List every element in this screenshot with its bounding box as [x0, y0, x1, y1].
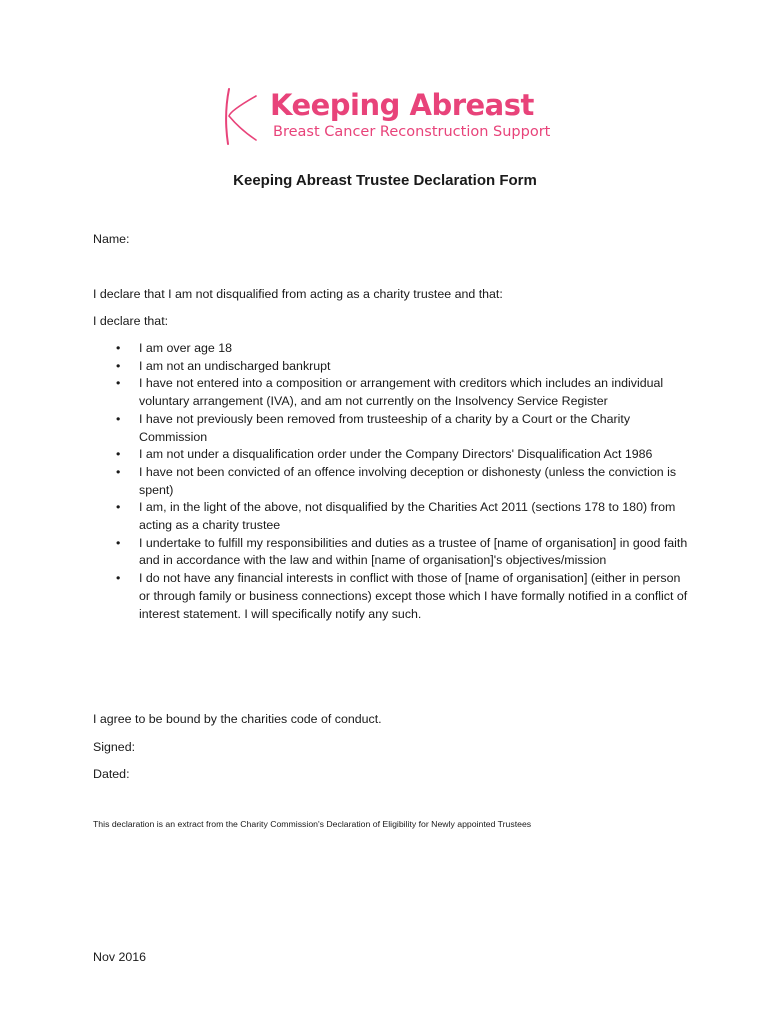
- form-title: Keeping Abreast Trustee Declaration Form: [233, 172, 537, 189]
- bullet-glyph: •: [116, 411, 121, 426]
- list-item-text: I have not been convicted of an offence involving deception or dishonesty (unless the conviction is spent): [139, 464, 677, 497]
- name-label: Name:: [93, 232, 130, 246]
- list-item-text: I undertake to fulfill my responsibilities and duties as a trustee of [name of organisation] in good faith and in accordance with the law and within [name of organisation]'s objectives/mission: [139, 535, 688, 568]
- signed-label: Signed:: [93, 740, 136, 754]
- list-item-text: I am not an undischarged bankrupt: [139, 358, 331, 373]
- bullet-glyph: •: [116, 500, 121, 515]
- bullet-glyph: •: [116, 464, 121, 479]
- list-item: [93, 464, 693, 499]
- declaration-list: [93, 340, 693, 623]
- list-item: [93, 570, 693, 623]
- list-item-text: I have not previously been removed from trusteeship of a charity by a Court or the Charity Commission: [139, 411, 631, 444]
- bullet-glyph: •: [116, 571, 121, 586]
- list-item-text: I am, in the light of the above, not disqualified by the Charities Act 2011 (sections 178 to 180) from acting as a charity trustee: [139, 500, 676, 533]
- list-item-text: I am not under a disqualification order under the Company Directors' Disqualification Act 1986: [139, 447, 653, 462]
- declare-statement: I declare that:: [93, 314, 169, 328]
- agree-statement: I agree to be bound by the charities code of conduct.: [93, 712, 382, 726]
- list-item: [93, 375, 693, 410]
- list-item: [93, 358, 693, 376]
- bullet-glyph: •: [116, 358, 121, 373]
- list-item: [93, 411, 693, 446]
- dated-label: Dated:: [93, 767, 130, 781]
- list-item: [93, 499, 693, 534]
- bullet-glyph: •: [116, 376, 121, 391]
- list-item: [93, 446, 693, 464]
- bullet-glyph: •: [116, 341, 121, 355]
- document-date: Nov 2016: [93, 950, 147, 964]
- logo-title: Keeping Abreast: [270, 88, 534, 122]
- list-item-text: I have not entered into a composition or arrangement with creditors which includes an individual voluntary arrangement (IVA), and am not currently on the Insolvency Service Register: [139, 376, 664, 409]
- footnote: This declaration is an extract from the Charity Commission's Declaration of Eligibility for Newly appointed Trustees: [93, 819, 532, 829]
- bullet-glyph: •: [116, 535, 121, 550]
- k-swirl-logo-icon: [222, 86, 262, 146]
- logo-subtitle: Breast Cancer Reconstruction Support: [273, 124, 551, 140]
- list-item-text: I do not have any financial interests in conflict with those of [name of organisation] (either in person or through family or business connections) except those which I have formally notified in a conflict of interest statement. I will specifically notify any such.: [139, 571, 688, 621]
- list-item: [93, 340, 693, 358]
- list-item: [93, 535, 693, 570]
- logo: [222, 86, 552, 146]
- bullet-glyph: •: [116, 447, 121, 462]
- list-item-text: I am over age 18: [139, 341, 232, 355]
- intro-statement: I declare that I am not disqualified from acting as a charity trustee and that:: [93, 287, 503, 301]
